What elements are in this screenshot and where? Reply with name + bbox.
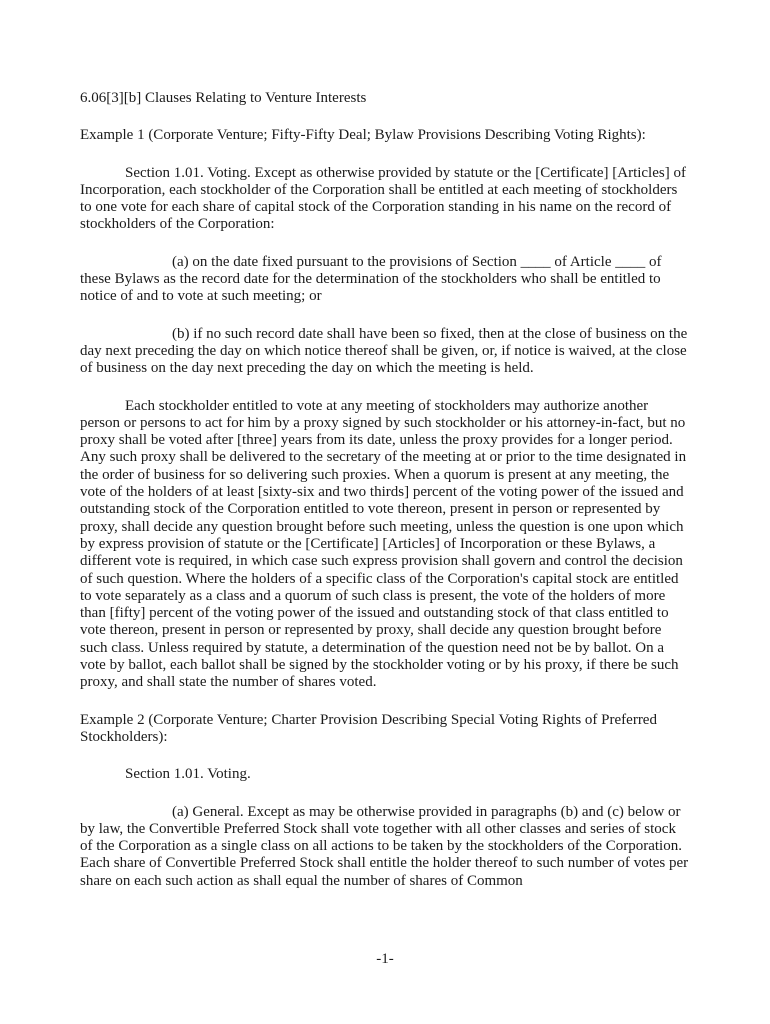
para-proxy-voting: Each stockholder entitled to vote at any meeting of stockholders may authorize another person or persons to act for him by a proxy signed by such stockholder or his attorney-in-fact, but no proxy shall be voted after [three] years from its date, unless the proxy provides for a longer period. Any such proxy shall be delivered to the secretary of the meeting at or prior to the time designated in the order of business for so delivering such proxies. When a quorum is present at any meeting, the vote of the holders of at least [sixty-six and two thirds] percent of the voting power of the issued and outstanding stock of the Corporation entitled to vote thereon, present in person or represented by proxy, shall decide any question brought before such meeting, unless the question is one upon which by express provision of statute or the [Certificate] [Articles] of Incorporation or these Bylaws, a different vote is required, in which case such express provision shall govern and control the decision of such question. Where the holders of a specific class of the Corporation's capital stock are entitled to vote separately as a class and a quorum of such class is present, the vote of the holders of more than [fifty] percent of the voting power of the issued and outstanding stock of that class entitled to vote thereon, present in person or represented by proxy, shall decide any question brought before such class. Unless required by statute, a determination of the question need not be by ballot. On a vote by ballot, each ballot shall be signed by the stockholder voting or by his proxy, if there be such proxy, and shall state the number of shares voted. <box>80 397 687 691</box>
clause-a-general: (a) General. Except as may be otherwise provided in paragraphs (b) and (c) below or by law, the Convertible Preferred Stock shall vote together with all other classes and series of stock of the Corporation as a single class on all actions to be taken by the stockholders of the Corporation. Each share of Convertible Preferred Stock shall entitle the holder thereof to such number of votes per share on each such action as shall equal the number of shares of Common <box>80 803 689 889</box>
para-section-1-01-voting: Section 1.01. Voting. Except as otherwise provided by statute or the [Certificate] [Articles] of Incorporation, each stockholder of the Corporation shall be entitled at each meeting of stockholders to one vote for each share of capital stock of the Corporation standing in his name on the record of stockholders of the Corporation: <box>80 164 686 233</box>
clause-b-no-record-date: (b) if no such record date shall have been so fixed, then at the close of business on the day next preceding the day on which notice thereof shall be given, or, if notice is waived, at the close of business on the day next preceding the day on which the meeting is held. <box>80 325 688 377</box>
page-number: -1- <box>376 951 394 967</box>
document-body <box>80 90 690 890</box>
example-2-heading: Example 2 (Corporate Venture; Charter Provision Describing Special Voting Rights of Preferred Stockholders): <box>80 711 657 745</box>
clause-a-record-date: (a) on the date fixed pursuant to the provisions of Section ____ of Article ____ of these Bylaws as the record date for the determination of the stockholders who shall be entitled to notice of and to vote at such meeting; or <box>80 253 662 305</box>
para-section-1-01-voting-2: Section 1.01. Voting. <box>125 766 251 783</box>
example-1-heading: Example 1 (Corporate Venture; Fifty-Fifty Deal; Bylaw Provisions Describing Voting Rights): <box>80 127 646 144</box>
doc-heading: 6.06[3][b] Clauses Relating to Venture Interests <box>80 90 367 106</box>
